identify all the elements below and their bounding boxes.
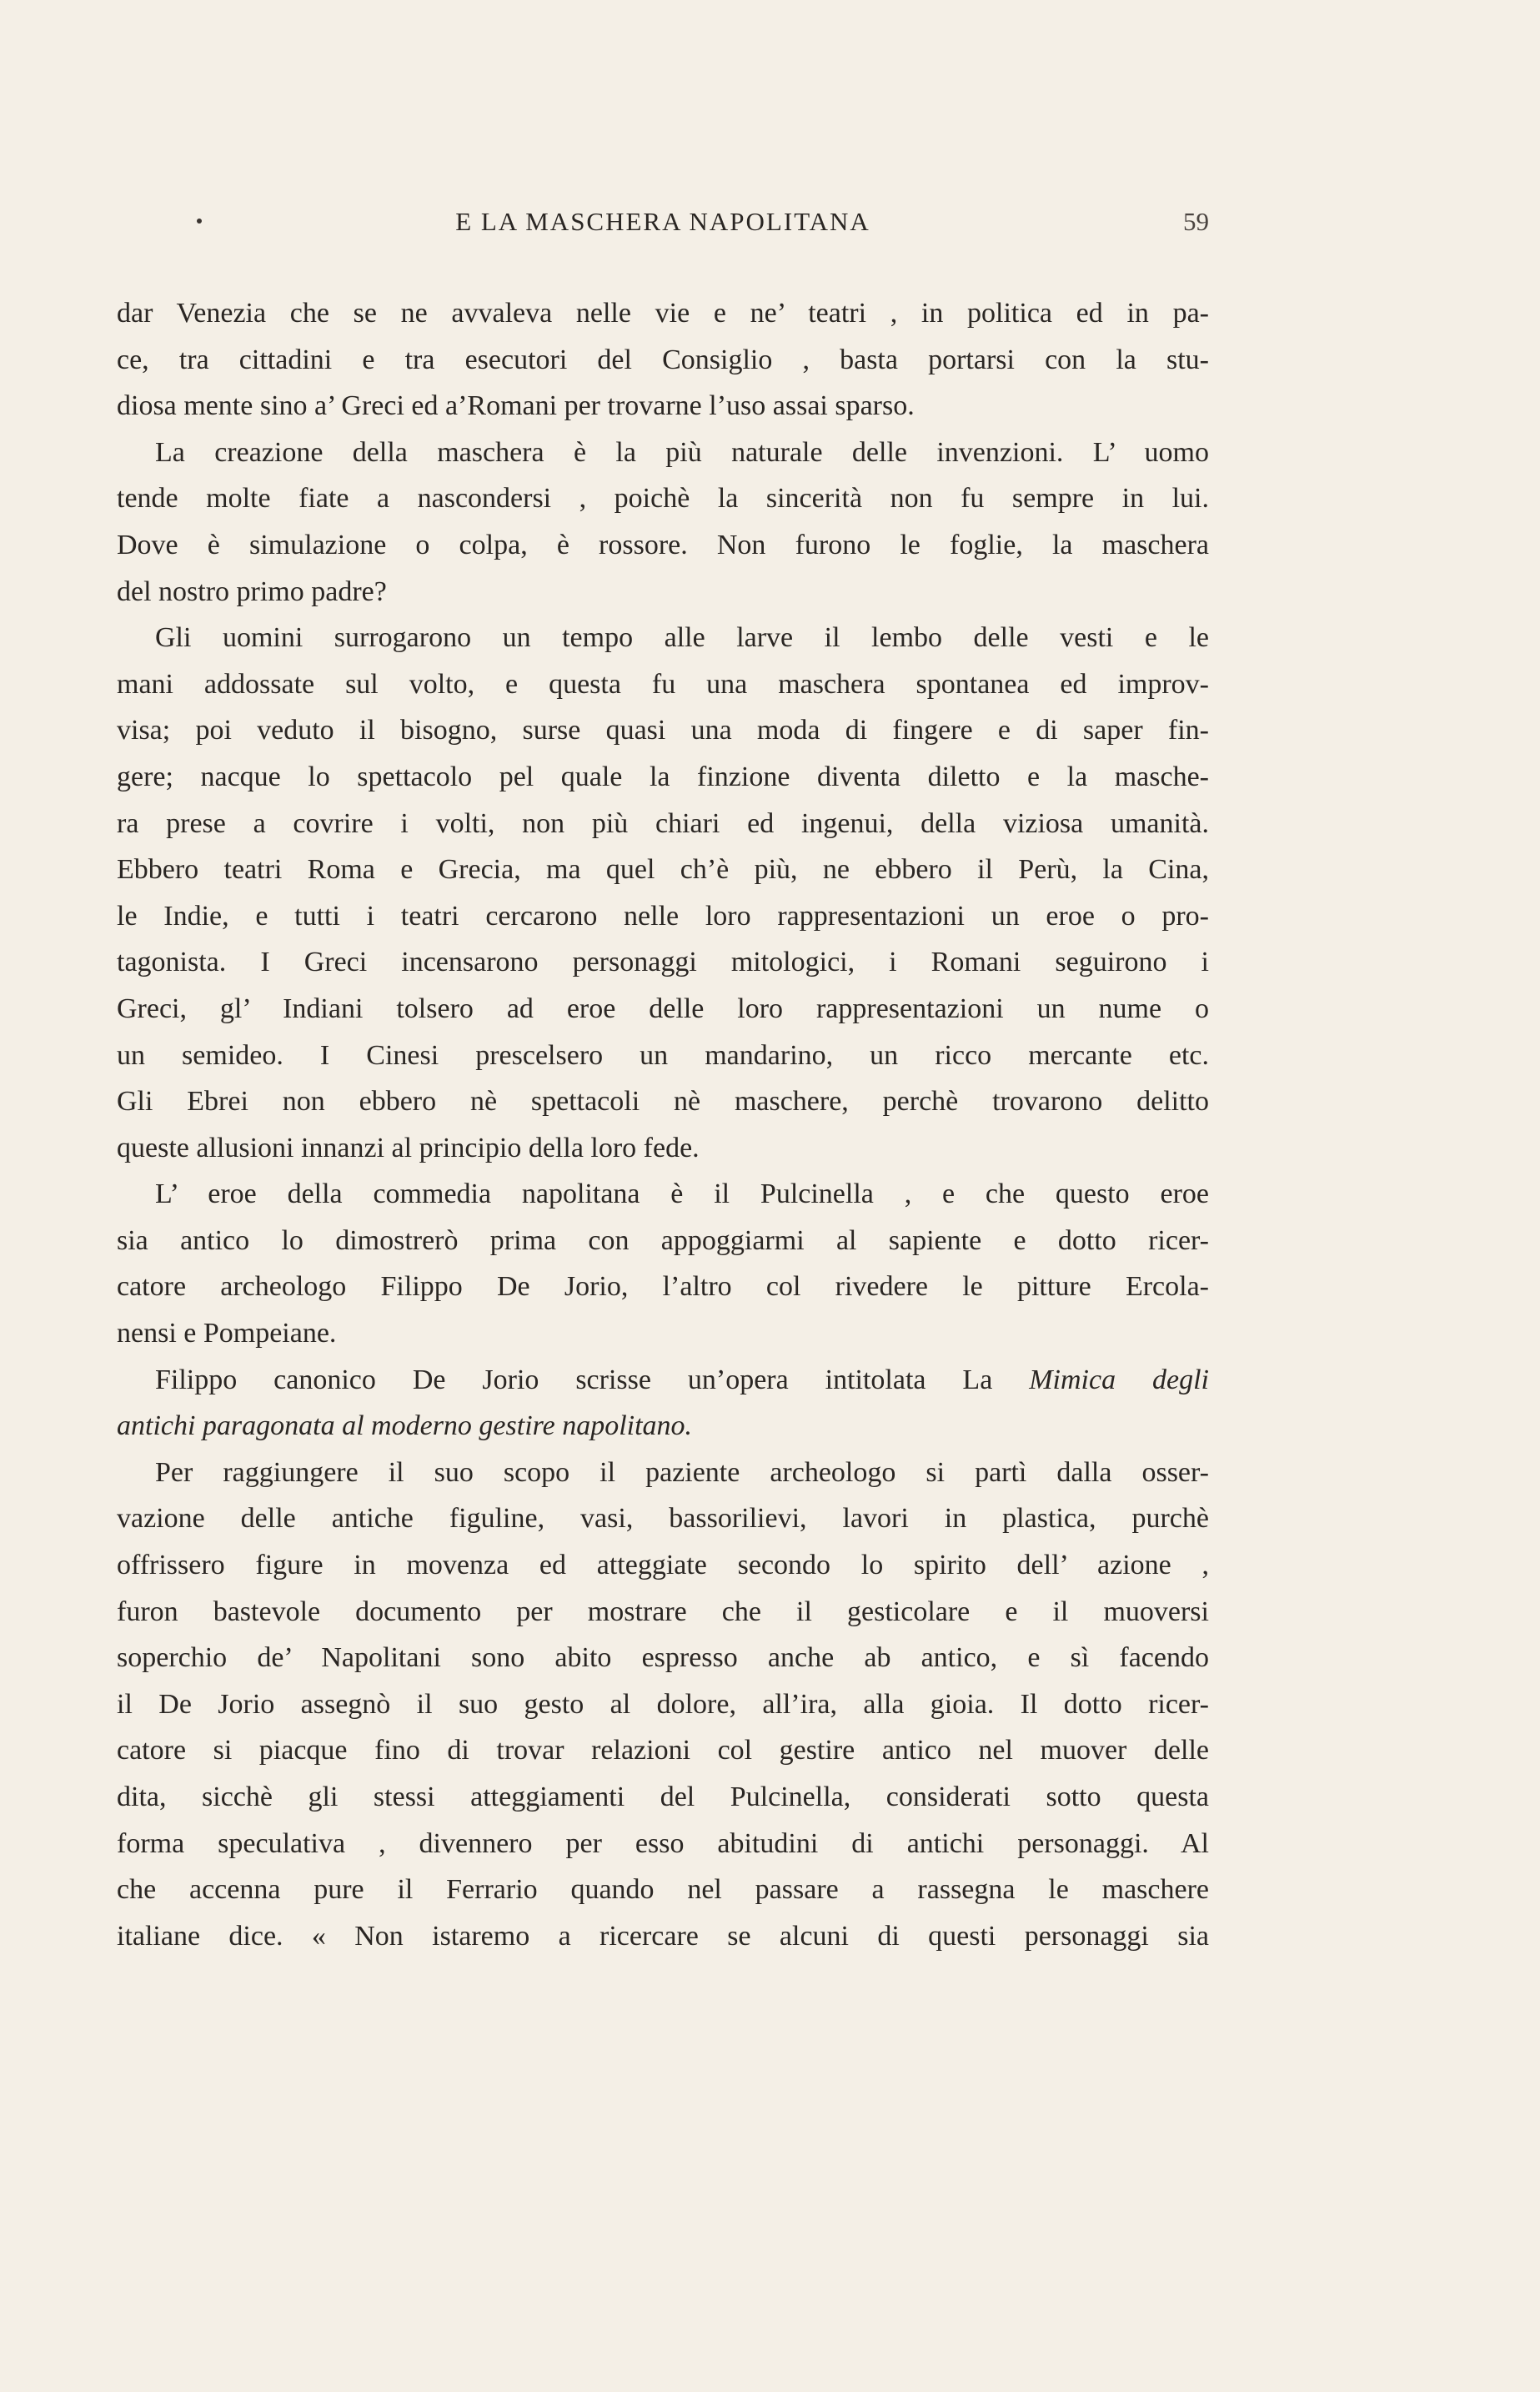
text-line: catore si piacque fino di trovar relazioni col gestire antico nel muover delle (117, 1735, 1209, 1766)
text-line: un semideo. I Cinesi prescelsero un mandarino, un ricco mercante etc. (117, 1039, 1209, 1071)
text-line: che accenna pure il Ferrario quando nel passare a rassegna le maschere (117, 1874, 1209, 1906)
text-line: offrissero figure in movenza ed atteggiate secondo lo spirito dell’ azione , (117, 1550, 1209, 1581)
text-line: forma speculativa , divennero per esso abitudini di antichi personaggi. Al (117, 1827, 1209, 1859)
text-line: catore archeologo Filippo De Jorio, l’altro col rivedere le pitture Ercola- (117, 1271, 1209, 1303)
text-line: dita, sicchè gli stessi atteggiamenti del Pulcinella, considerati sotto questa (117, 1781, 1209, 1812)
text-line: Gli uomini surrogarono un tempo alle larve il lembo delle vesti e le (155, 622, 1209, 654)
page-number: 59 (1183, 207, 1209, 236)
text-line: sia antico lo dimostrerò prima con appoggiarmi al sapiente e dotto ricer- (117, 1224, 1209, 1256)
text-line: mani addossate sul volto, e questa fu una maschera spontanea ed improv- (117, 668, 1209, 700)
text-line: visa; poi veduto il bisogno, surse quasi una moda di fingere e di saper fin- (117, 715, 1209, 746)
body-text (117, 290, 1209, 1959)
text-line (117, 1403, 1209, 1450)
text-line: tagonista. I Greci incensarono personaggi mitologici, i Romani seguirono i (117, 947, 1209, 978)
text-line: La creazione della maschera è la più naturale delle invenzioni. L’ uomo (155, 436, 1209, 468)
text-line: ra prese a covrire i volti, non più chiari ed ingenui, della viziosa umanità. (117, 807, 1209, 839)
text-line: diosa mente sino a’ Greci ed a’Romani per trovarne l’uso assai sparso. (117, 390, 915, 422)
text-line: ce, tra cittadini e tra esecutori del Consiglio , basta portarsi con la stu- (117, 344, 1209, 375)
text-line: furon bastevole documento per mostrare che il gesticolare e il muoversi (117, 1596, 1209, 1627)
text-line: nensi e Pompeiane. (117, 1318, 337, 1349)
text-line: Per raggiungere il suo scopo il paziente archeologo si partì dalla osser- (155, 1456, 1209, 1488)
text-line: dar Venezia che se ne avvaleva nelle vie e ne’ teatri , in politica ed in pa- (117, 298, 1209, 329)
running-title: E LA MASCHERA NAPOLITANA (455, 207, 870, 236)
text-line: Ebbero teatri Roma e Grecia, ma quel ch’è più, ne ebbero il Perù, la Cina, (117, 854, 1209, 886)
text-line: del nostro primo padre? (117, 575, 387, 607)
text-line: gere; nacque lo spettacolo pel quale la finzione diventa diletto e la masche- (117, 761, 1209, 792)
text-line: Greci, gl’ Indiani tolsero ad eroe delle loro rappresentazioni un nume o (117, 992, 1209, 1024)
text-line: Gli Ebrei non ebbero nè spettacoli nè maschere, perchè trovarono delitto (117, 1086, 1209, 1118)
running-head (117, 207, 1209, 249)
text-line: tende molte fiate a nascondersi , poichè la sincerità non fu sempre in lui. (117, 483, 1209, 515)
text-line: L’ eroe della commedia napolitana è il Pulcinella , e che questo eroe (155, 1178, 1209, 1210)
text-line: le Indie, e tutti i teatri cercarono nelle loro rappresentazioni un eroe o pro- (117, 900, 1209, 932)
text-line: queste allusioni innanzi al principio della loro fede. (117, 1132, 700, 1163)
text-line: Filippo canonico De Jorio scrisse un’opera intitolata La Mimica degli (155, 1364, 1209, 1395)
book-title-italic: antichi paragonata al moderno gestire napolitano. (117, 1410, 693, 1442)
text-line: Dove è simulazione o colpa, è rossore. Non furono le foglie, la maschera (117, 529, 1209, 560)
text-line: il De Jorio assegnò il suo gesto al dolore, all’ira, alla gioia. Il dotto ricer- (117, 1688, 1209, 1720)
text-line: vazione delle antiche figuline, vasi, bassorilievi, lavori in plastica, purchè (117, 1503, 1209, 1535)
book-title-italic: Mimica degli (1029, 1364, 1209, 1395)
text-line: italiane dice. « Non istaremo a ricercare se alcuni di questi personaggi sia (117, 1920, 1209, 1952)
text-line: soperchio de’ Napolitani sono abito espresso anche ab antico, e sì facendo (117, 1642, 1209, 1674)
